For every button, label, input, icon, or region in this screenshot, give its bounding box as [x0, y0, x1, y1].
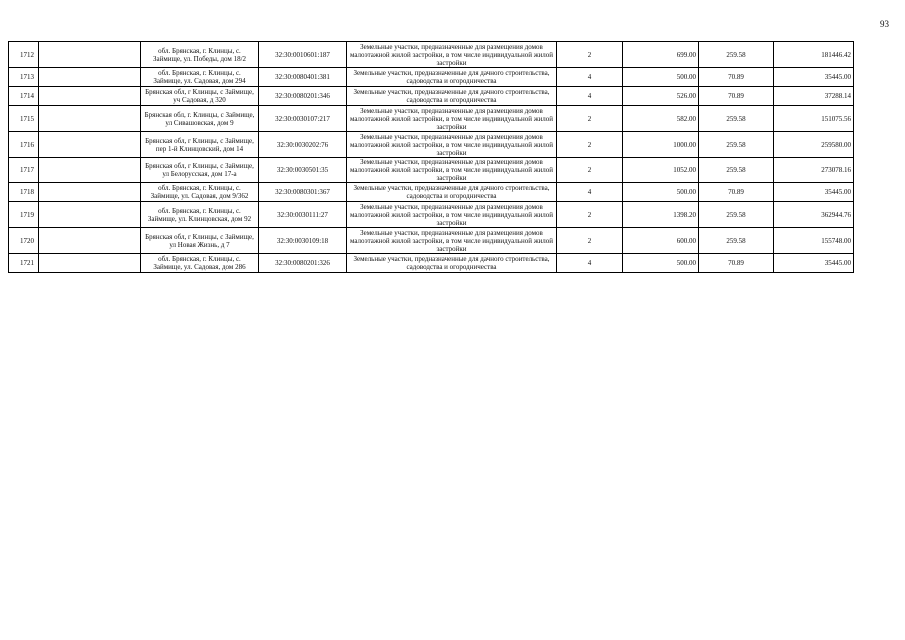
spacer-cell [39, 106, 141, 132]
table-row [9, 87, 854, 106]
cadastral-value-cell: 37288.14 [774, 87, 854, 106]
cadastral-value-cell: 259580.00 [774, 132, 854, 158]
row-number: 1714 [9, 87, 39, 106]
rate-cell: 70.89 [699, 183, 774, 202]
address-cell: Брянская обл, г Клинцы, с Займище, пер 1-й Клинцовский, дом 14 [141, 132, 259, 158]
table-row [9, 68, 854, 87]
spacer-cell [39, 132, 141, 158]
address-cell: Брянская обл, г Клинцы, с Займище, ул Белорусская, дом 17-а [141, 158, 259, 183]
spacer-cell [39, 202, 141, 228]
rate-cell: 259.58 [699, 132, 774, 158]
group-cell: 4 [557, 183, 623, 202]
table-row [9, 106, 854, 132]
land-purpose-cell: Земельные участки, предназначенные для дачного строительства, садоводства и огородничества [347, 183, 557, 202]
table-row [9, 183, 854, 202]
spacer-cell [39, 42, 141, 68]
area-cell: 500.00 [623, 68, 699, 87]
page-number: 93 [880, 19, 889, 29]
cadastral-number-cell: 32:30:0030109:18 [259, 228, 347, 254]
area-cell: 699.00 [623, 42, 699, 68]
cadastral-value-cell: 362944.76 [774, 202, 854, 228]
rate-cell: 259.58 [699, 42, 774, 68]
cadastral-value-cell: 155748.00 [774, 228, 854, 254]
cadastral-value-cell: 35445.00 [774, 254, 854, 273]
area-cell: 500.00 [623, 183, 699, 202]
group-cell: 2 [557, 132, 623, 158]
area-cell: 526.00 [623, 87, 699, 106]
row-number: 1715 [9, 106, 39, 132]
row-number: 1713 [9, 68, 39, 87]
cadastral-value-cell: 35445.00 [774, 68, 854, 87]
table-row [9, 42, 854, 68]
row-number: 1719 [9, 202, 39, 228]
table-row [9, 132, 854, 158]
area-cell: 1052.00 [623, 158, 699, 183]
cadastral-number-cell: 32:30:0030202:76 [259, 132, 347, 158]
row-number: 1720 [9, 228, 39, 254]
address-cell: обл. Брянская, г. Клинцы, с. Займище, ул. Садовая, дом 294 [141, 68, 259, 87]
row-number: 1716 [9, 132, 39, 158]
group-cell: 4 [557, 254, 623, 273]
group-cell: 4 [557, 68, 623, 87]
rate-cell: 70.89 [699, 68, 774, 87]
spacer-cell [39, 87, 141, 106]
table-row [9, 202, 854, 228]
land-purpose-cell: Земельные участки, предназначенные для дачного строительства, садоводства и огородничества [347, 87, 557, 106]
group-cell: 2 [557, 106, 623, 132]
row-number: 1717 [9, 158, 39, 183]
rate-cell: 259.58 [699, 202, 774, 228]
land-purpose-cell: Земельные участки, предназначенные для дачного строительства, садоводства и огородничества [347, 68, 557, 87]
land-purpose-cell: Земельные участки, предназначенные для размещения домов малоэтажной жилой застройки, в том числе индивидуальной жилой застройки [347, 158, 557, 183]
row-number: 1721 [9, 254, 39, 273]
cadastral-number-cell: 32:30:0030107:217 [259, 106, 347, 132]
area-cell: 1398.20 [623, 202, 699, 228]
land-purpose-cell: Земельные участки, предназначенные для размещения домов малоэтажной жилой застройки, в том числе индивидуальной жилой застройки [347, 42, 557, 68]
cadastral-number-cell: 32:30:0030501:35 [259, 158, 347, 183]
group-cell: 4 [557, 87, 623, 106]
group-cell: 2 [557, 158, 623, 183]
address-cell: обл. Брянская, г. Клинцы, с. Займище, ул. Садовая, дом 9/362 [141, 183, 259, 202]
land-purpose-cell: Земельные участки, предназначенные для размещения домов малоэтажной жилой застройки, в том числе индивидуальной жилой застройки [347, 228, 557, 254]
area-cell: 500.00 [623, 254, 699, 273]
land-purpose-cell: Земельные участки, предназначенные для размещения домов малоэтажной жилой застройки, в том числе индивидуальной жилой застройки [347, 202, 557, 228]
cadastral-number-cell: 32:30:0080301:367 [259, 183, 347, 202]
cadastral-number-cell: 32:30:0080201:346 [259, 87, 347, 106]
cadastral-value-cell: 273078.16 [774, 158, 854, 183]
address-cell: обл. Брянская, г. Клинцы, с. Займище, ул. Садовая, дом 286 [141, 254, 259, 273]
spacer-cell [39, 158, 141, 183]
group-cell: 2 [557, 228, 623, 254]
cadastral-value-cell: 181446.42 [774, 42, 854, 68]
spacer-cell [39, 68, 141, 87]
land-purpose-cell: Земельные участки, предназначенные для размещения домов малоэтажной жилой застройки, в том числе индивидуальной жилой застройки [347, 132, 557, 158]
table-row [9, 254, 854, 273]
table-row [9, 158, 854, 183]
cadastral-number-cell: 32:30:0010601:187 [259, 42, 347, 68]
cadastral-number-cell: 32:30:0080201:326 [259, 254, 347, 273]
cadastral-value-cell: 151075.56 [774, 106, 854, 132]
rate-cell: 70.89 [699, 254, 774, 273]
address-cell: Брянская обл, г Клинцы, с Займище, ул Новая Жизнь, д 7 [141, 228, 259, 254]
land-purpose-cell: Земельные участки, предназначенные для дачного строительства, садоводства и огородничества [347, 254, 557, 273]
spacer-cell [39, 254, 141, 273]
group-cell: 2 [557, 202, 623, 228]
rate-cell: 259.58 [699, 106, 774, 132]
spacer-cell [39, 228, 141, 254]
area-cell: 582.00 [623, 106, 699, 132]
address-cell: Брянская обл, г. Клинцы, с Займище, ул Сивашовская, дом 9 [141, 106, 259, 132]
cadastral-number-cell: 32:30:0030111:27 [259, 202, 347, 228]
land-plots-table [8, 41, 854, 273]
spacer-cell [39, 183, 141, 202]
row-number: 1712 [9, 42, 39, 68]
land-purpose-cell: Земельные участки, предназначенные для размещения домов малоэтажной жилой застройки, в том числе индивидуальной жилой застройки [347, 106, 557, 132]
group-cell: 2 [557, 42, 623, 68]
address-cell: Брянская обл, г Клинцы, с Займище, уч Садовая, д 320 [141, 87, 259, 106]
address-cell: обл. Брянская, г. Клинцы, с. Займище, ул. Победы, дом 18/2 [141, 42, 259, 68]
area-cell: 1000.00 [623, 132, 699, 158]
area-cell: 600.00 [623, 228, 699, 254]
table-row [9, 228, 854, 254]
rate-cell: 259.58 [699, 158, 774, 183]
row-number: 1718 [9, 183, 39, 202]
cadastral-value-cell: 35445.00 [774, 183, 854, 202]
rate-cell: 259.58 [699, 228, 774, 254]
cadastral-number-cell: 32:30:0080401:381 [259, 68, 347, 87]
rate-cell: 70.89 [699, 87, 774, 106]
address-cell: обл. Брянская, г. Клинцы, с. Займище, ул. Клинцовская, дом 92 [141, 202, 259, 228]
